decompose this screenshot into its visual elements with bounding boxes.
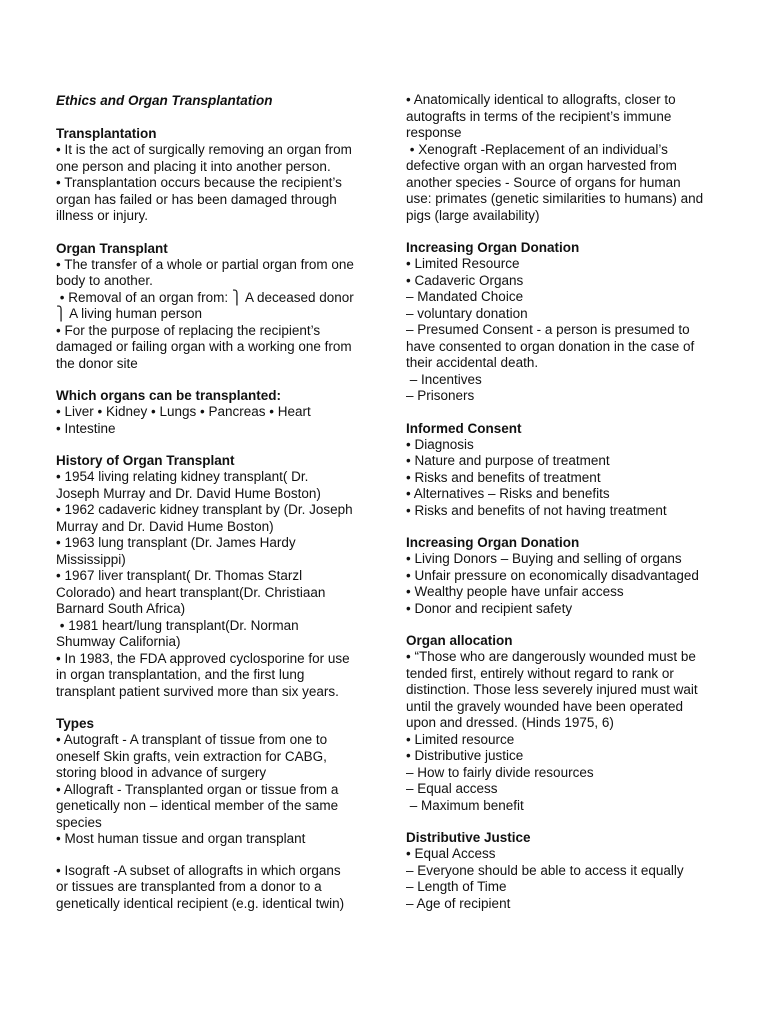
section-heading: Organ Transplant [56, 240, 168, 256]
section-heading: Informed Consent [406, 420, 522, 436]
text-line: • Most human tissue and organ transplant [56, 831, 306, 846]
text-line: Mississippi) [56, 551, 126, 567]
text-line: • Anatomically identical to allografts, closer to [406, 92, 676, 107]
section [56, 863, 376, 913]
text-line: • It is the act of surgically removing an organ from [56, 142, 352, 157]
document-title: Ethics and Organ Transplantation [56, 93, 273, 108]
section [56, 125, 376, 225]
section-heading: Transplantation [56, 126, 157, 141]
text-line: • In 1983, the FDA approved cyclosporine for use [56, 650, 350, 666]
text-line: • 1954 living relating kidney transplant( Dr. [56, 469, 309, 484]
text-line: • Allograft - Transplanted organ or tissue from a [56, 781, 339, 797]
text-line: their accidental death. [406, 355, 539, 370]
text-line: • 1967 liver transplant( Dr. Thomas Starzl [56, 568, 303, 583]
section-heading: Increasing Organ Donation [406, 240, 580, 255]
text-line: until the gravely wounded have been operated [406, 698, 683, 714]
text-line: • Liver • Kidney • Lungs • Pancreas • Heart [56, 404, 311, 419]
text-line: Joseph Murray and Dr. David Hume Boston) [56, 485, 321, 501]
text-line: • Intestine [56, 420, 116, 436]
text-line: – Maximum benefit [406, 797, 524, 813]
text-line: – Incentives [406, 371, 482, 387]
text-line: • Transplantation occurs because the recipient’s [56, 175, 342, 190]
section [406, 420, 724, 520]
text-line: body to another. [56, 273, 153, 288]
text-line: • Risks and benefits of treatment [406, 469, 601, 485]
text-line: distinction. Those less severely injured must wait [406, 682, 698, 697]
section-heading: Types [56, 716, 95, 731]
text-line: • 1981 heart/lung transplant(Dr. Norman [56, 617, 299, 633]
text-line: damaged or failing organ with a working one from [56, 339, 352, 354]
text-line: Shumway California) [56, 634, 181, 649]
section [406, 534, 724, 617]
text-line: • Donor and recipient safety [406, 600, 573, 616]
text-line: • Limited Resource [406, 256, 520, 271]
section [56, 387, 376, 437]
text-line: • 1963 lung transplant (Dr. James Hardy [56, 535, 296, 550]
section-heading: History of Organ Transplant [56, 453, 235, 468]
text-line: – Mandated Choice [406, 289, 524, 304]
text-line: genetically non – identical member of the same [56, 798, 339, 813]
text-line: • The transfer of a whole or partial organ from one [56, 256, 354, 272]
text-line: oneself Skin grafts, vein extraction for CABG, [56, 748, 327, 764]
text-line: storing blood in advance of surgery [56, 765, 267, 780]
text-line: – How to fairly divide resources [406, 764, 594, 780]
text-line: the donor site [56, 355, 138, 371]
text-line: illness or injury. [56, 208, 149, 223]
text-line: pigs (large availability) [406, 207, 540, 223]
section-heading: Which organs can be transplanted: [56, 388, 282, 403]
text-line: • Autograft - A transplant of tissue from one to [56, 732, 328, 747]
text-line: – Length of Time [406, 879, 507, 894]
text-line: species [56, 814, 102, 830]
text-line: upon and dressed. (Hinds 1975, 6) [406, 715, 614, 730]
section [406, 239, 724, 405]
text-line: • Unfair pressure on economically disadvantaged [406, 567, 699, 583]
section [56, 240, 376, 373]
text-line: – Everyone should be able to access it equally [406, 862, 684, 878]
text-line: • 1962 cadaveric kidney transplant by (Dr. Joseph [56, 502, 353, 517]
text-line: • For the purpose of replacing the recipient’s [56, 322, 321, 338]
section [56, 452, 376, 700]
section-heading: Organ allocation [406, 633, 513, 648]
section-heading: Distributive Justice [406, 830, 531, 845]
text-line: • Diagnosis [406, 436, 474, 452]
text-line: • Limited resource [406, 731, 515, 747]
text-line: – Presumed Consent - a person is presumed to [406, 322, 690, 337]
section [406, 829, 724, 912]
left-sections [56, 125, 376, 912]
text-line: – voluntary donation [406, 305, 528, 321]
text-line: another species - Source of organs for human [406, 174, 681, 190]
text-line: – Age of recipient [406, 895, 511, 911]
text-line: • Nature and purpose of treatment [406, 453, 610, 468]
text-line: – Prisoners [406, 388, 475, 403]
left-column [56, 92, 376, 927]
text-line: tended first, entirely without regard to rank or [406, 665, 674, 681]
right-column [406, 92, 724, 927]
text-line: Murray and Dr. David Hume Boston) [56, 518, 274, 534]
text-line: Barnard South Africa) [56, 601, 186, 616]
section [406, 632, 724, 814]
text-line: have consented to organ donation in the case of [406, 338, 695, 354]
text-line: ⎫ A living human person [56, 306, 202, 321]
text-line: • “Those who are dangerously wounded must be [406, 649, 696, 664]
text-line: • Isograft -A subset of allografts in which organs [56, 862, 341, 878]
text-line: organ has failed or has been damaged through [56, 191, 337, 207]
text-line: in organ transplantation, and the first lung [56, 667, 305, 682]
text-line: • Equal Access [406, 846, 496, 861]
text-line: • Wealthy people have unfair access [406, 584, 624, 599]
text-line: use: primates (genetic similarities to humans) and [406, 191, 704, 206]
text-line: genetically identical recipient (e.g. identical twin) [56, 895, 345, 911]
text-line: or tissues are transplanted from a donor to a [56, 879, 322, 894]
text-line: • Living Donors – Buying and selling of organs [406, 551, 682, 566]
text-line: – Equal access [406, 781, 498, 796]
section [56, 715, 376, 848]
text-line: Colorado) and heart transplant(Dr. Christiaan [56, 584, 326, 600]
text-line: transplant patient survived more than six years. [56, 683, 339, 699]
text-line: • Xenograft -Replacement of an individual’s [406, 141, 668, 157]
text-line: • Distributive justice [406, 748, 524, 763]
section [406, 92, 724, 224]
text-line: one person and placing it into another person. [56, 158, 331, 174]
text-line: • Cadaveric Organs [406, 272, 524, 288]
right-sections [406, 92, 724, 912]
text-line: • Removal of an organ from: ⎫ A deceased donor [56, 289, 354, 305]
section-heading: Increasing Organ Donation [406, 535, 580, 550]
text-line: response [406, 125, 462, 140]
text-line: defective organ with an organ harvested from [406, 158, 677, 173]
text-line: autografts in terms of the recipient’s immune [406, 108, 672, 124]
text-line: • Alternatives – Risks and benefits [406, 486, 610, 501]
text-line: • Risks and benefits of not having treatment [406, 502, 667, 518]
